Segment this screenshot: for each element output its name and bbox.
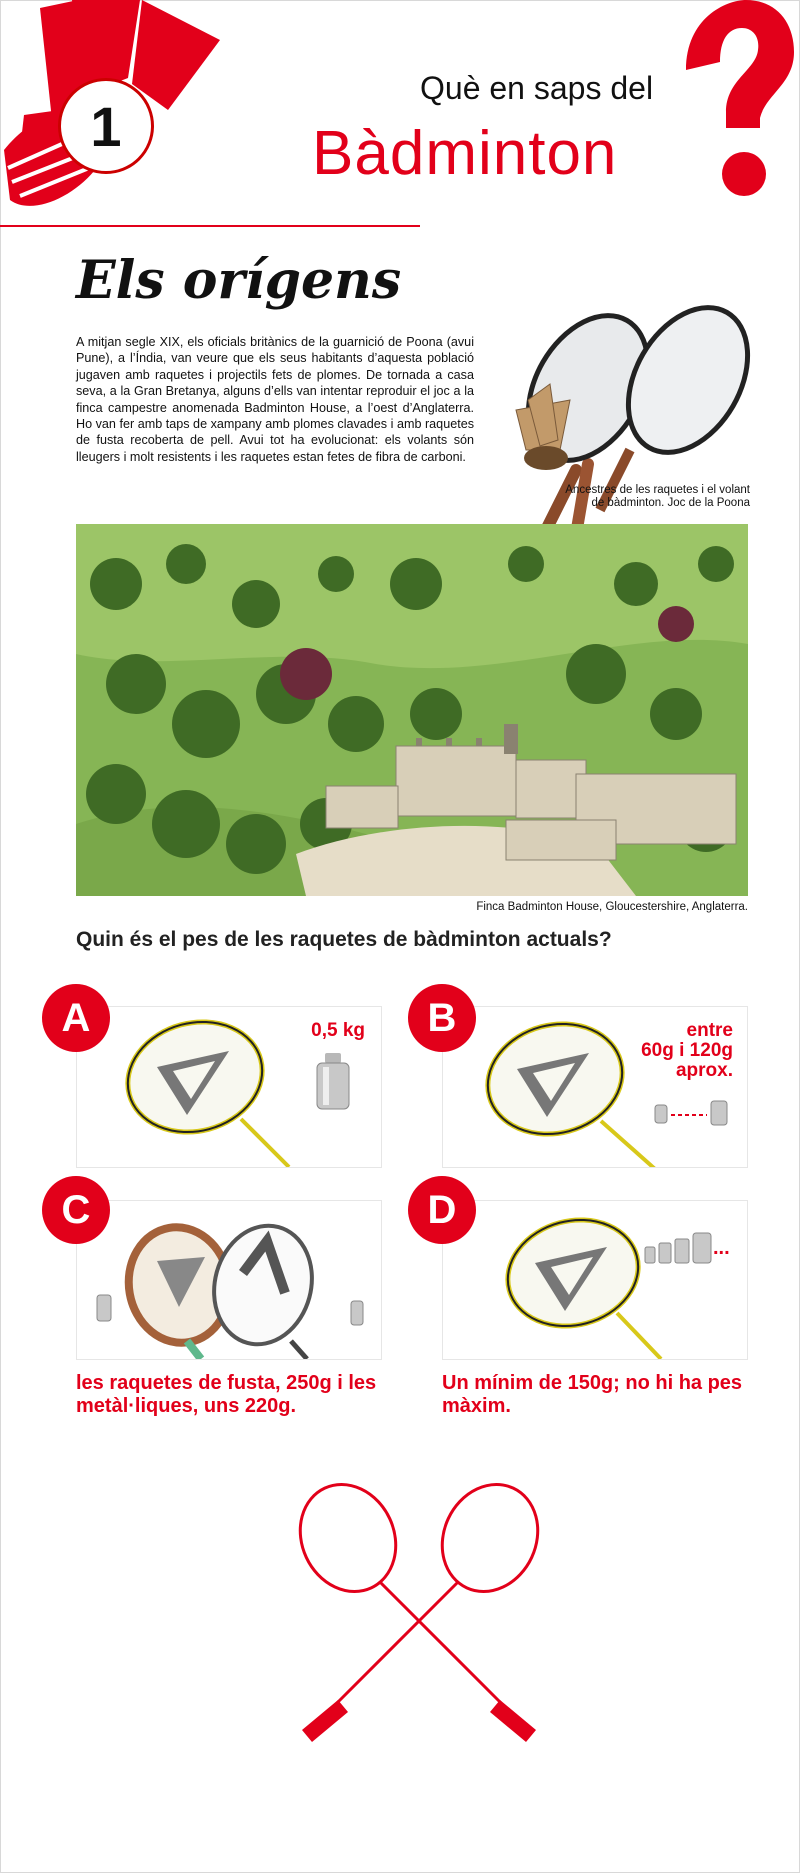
option-d-answer [442,1372,762,1418]
quiz-question: Quin és el pes de les raquetes de bàdminton actuals? [76,928,612,951]
option-b-weight-line1: entre [686,1020,733,1041]
option-b-weight-line3: aprox. [675,1060,733,1081]
option-b-weight-line2: 60g i 120g [641,1040,733,1061]
weight-icon [313,1053,353,1113]
badminton-house-image [76,524,748,896]
option-d-answer-line2: màxim. [442,1395,511,1417]
option-d-answer-line1: Un mínim de 150g; no hi ha pes [442,1372,743,1394]
option-a-badge[interactable]: A [42,984,110,1052]
option-b-weight [603,1021,733,1081]
option-d-badge[interactable]: D [408,1176,476,1244]
wooden-rackets-image [87,1221,377,1359]
option-a-card[interactable] [76,1006,382,1168]
option-a-weight: 0,5 kg [311,1020,365,1041]
header-divider [0,225,420,227]
option-b-badge[interactable]: B [408,984,476,1052]
option-c-answer [76,1372,406,1418]
option-c-answer-line1: les raquetes de fusta, 250g i les [76,1372,377,1394]
header-title: Bàdminton [312,119,618,188]
section-number: 1 [58,78,154,174]
crossed-rackets-icon [290,1480,550,1756]
option-d-dots: ... [713,1237,730,1259]
header-subtitle: Què en saps del [420,70,654,106]
house-caption: Finca Badminton House, Gloucestershire, Anglaterra. [476,901,748,913]
option-b-card[interactable] [442,1006,748,1168]
weight-range-icon [653,1099,743,1127]
option-c-badge[interactable]: C [42,1176,110,1244]
rackets-caption-line2: de bàdminton. Joc de la Poona [591,497,750,509]
rackets-caption-line1: Ancestres de les raquetes i el volant [565,484,750,496]
option-c-answer-line2: metàl·liques, uns 220g. [76,1395,297,1417]
option-d-card[interactable] [442,1200,748,1360]
section-title: Els orígens [76,250,402,311]
question-mark-icon [676,0,796,210]
rackets-caption [520,484,750,510]
option-c-card[interactable] [76,1200,382,1360]
intro-text: A mitjan segle XIX, els oficials britànics de la guarnició de Poona (avui Pune), a l’Índia, van veure que els seus habitants d’aquesta població jugaven amb raquetes i projectils fets de plomes. De tornada a casa seva, a la Gran Bretanya, alguns d’ells van intentar reproduir el joc a la finca campestre anomenada Badminton House, a l’oest d’Anglaterra. Ho van fer amb taps de xampany amb plomes clavades i amb raquetes de fusta recoberta de pell. Avui tot ha evolucionat: els volants són lleugers i molt resistents i les raquetes estan fetes de fibra de carboni. [76,335,474,464]
